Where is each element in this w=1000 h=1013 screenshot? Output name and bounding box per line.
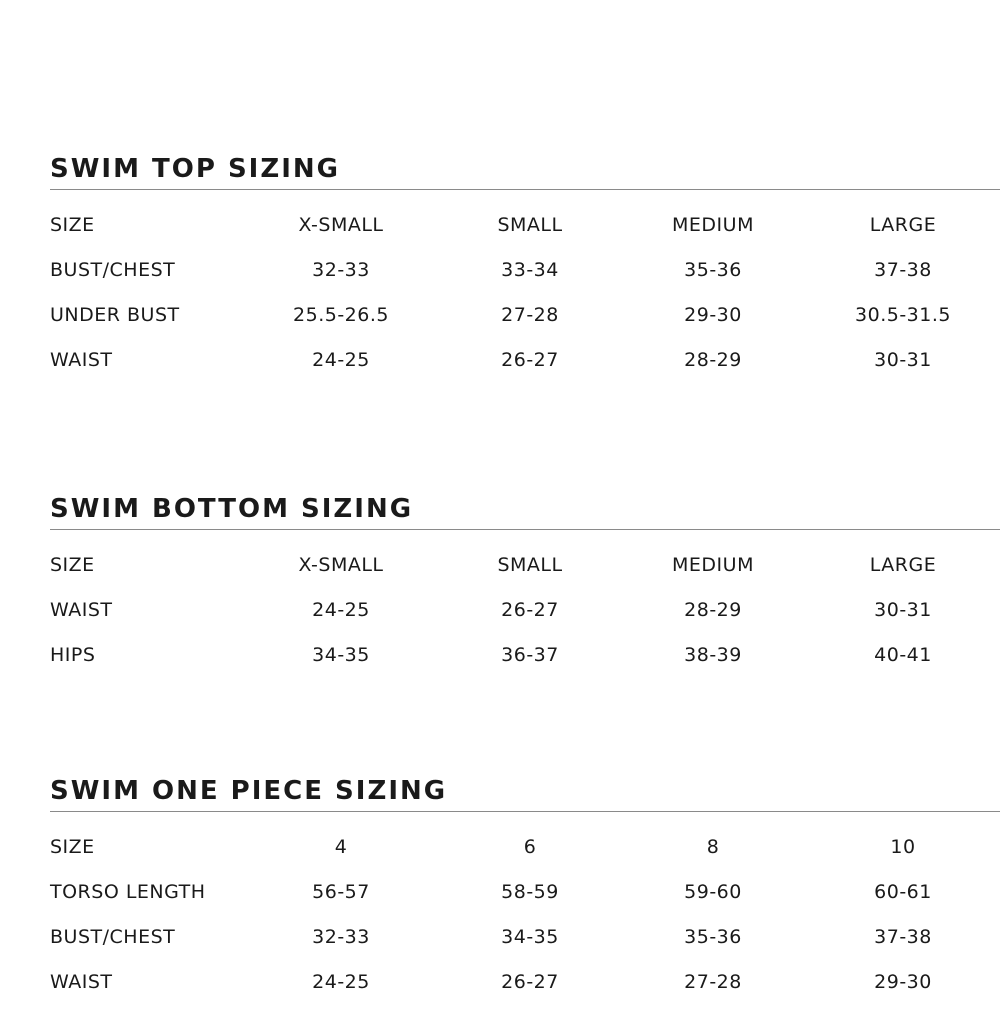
- table-cell: 37-38: [874, 259, 932, 281]
- row-label: SIZE: [50, 554, 95, 576]
- table-cell: 37-38: [874, 926, 932, 948]
- table-row: [0, 256, 1000, 301]
- row-label: BUST/CHEST: [50, 259, 176, 281]
- table-cell: 33-34: [501, 259, 559, 281]
- table-header-row: [0, 833, 1000, 878]
- size-table: [0, 833, 1000, 1013]
- table-cell: 25.5-26.5: [293, 304, 389, 326]
- column-header: LARGE: [869, 214, 937, 236]
- table-cell: 30-31: [874, 349, 932, 371]
- table-row: [0, 641, 1000, 686]
- table-cell: 36-37: [501, 644, 559, 666]
- table-cell: 30-31: [874, 599, 932, 621]
- section-title: SWIM TOP SIZING: [50, 154, 340, 184]
- size-table: [0, 551, 1000, 686]
- column-header: 4: [334, 836, 348, 858]
- table-cell: 27-28: [501, 304, 559, 326]
- section-title: SWIM ONE PIECE SIZING: [50, 776, 448, 806]
- table-row: [0, 301, 1000, 346]
- column-header: X-SMALL: [298, 554, 384, 576]
- table-cell: 56-57: [312, 881, 370, 903]
- section-divider: [50, 811, 1000, 812]
- section-divider: [50, 529, 1000, 530]
- row-label: WAIST: [50, 599, 113, 621]
- table-cell: 58-59: [501, 881, 559, 903]
- table-cell: 38-39: [684, 644, 742, 666]
- table-cell: 29-30: [684, 304, 742, 326]
- table-cell: 30.5-31.5: [855, 304, 951, 326]
- row-label: HIPS: [50, 644, 96, 666]
- column-header: SMALL: [497, 214, 563, 236]
- row-label: SIZE: [50, 214, 95, 236]
- table-cell: 34-35: [312, 644, 370, 666]
- column-header: MEDIUM: [672, 554, 754, 576]
- row-label: UNDER BUST: [50, 304, 180, 326]
- table-cell: 24-25: [312, 599, 370, 621]
- table-row: [0, 878, 1000, 923]
- column-header: 10: [890, 836, 916, 858]
- table-row: [0, 923, 1000, 968]
- table-header-row: [0, 551, 1000, 596]
- table-row: [0, 346, 1000, 391]
- table-cell: 40-41: [874, 644, 932, 666]
- table-cell: 34-35: [501, 926, 559, 948]
- table-row: [0, 596, 1000, 641]
- section-title: SWIM BOTTOM SIZING: [50, 494, 414, 524]
- table-row: [0, 968, 1000, 1013]
- row-label: WAIST: [50, 971, 113, 993]
- table-cell: 59-60: [684, 881, 742, 903]
- table-header-row: [0, 211, 1000, 256]
- table-cell: 35-36: [684, 926, 742, 948]
- column-header: 6: [523, 836, 537, 858]
- table-cell: 24-25: [312, 349, 370, 371]
- column-header: SMALL: [497, 554, 563, 576]
- column-header: 8: [706, 836, 720, 858]
- table-cell: 28-29: [684, 599, 742, 621]
- section-divider: [50, 189, 1000, 190]
- column-header: X-SMALL: [298, 214, 384, 236]
- row-label: TORSO LENGTH: [50, 881, 206, 903]
- table-cell: 28-29: [684, 349, 742, 371]
- table-cell: 26-27: [501, 599, 559, 621]
- size-table: [0, 211, 1000, 391]
- table-cell: 35-36: [684, 259, 742, 281]
- table-cell: 29-30: [874, 971, 932, 993]
- table-cell: 60-61: [874, 881, 932, 903]
- table-cell: 24-25: [312, 971, 370, 993]
- column-header: LARGE: [869, 554, 937, 576]
- row-label: SIZE: [50, 836, 95, 858]
- table-cell: 26-27: [501, 349, 559, 371]
- table-cell: 32-33: [312, 259, 370, 281]
- column-header: MEDIUM: [672, 214, 754, 236]
- row-label: BUST/CHEST: [50, 926, 176, 948]
- row-label: WAIST: [50, 349, 113, 371]
- table-cell: 32-33: [312, 926, 370, 948]
- table-cell: 26-27: [501, 971, 559, 993]
- table-cell: 27-28: [684, 971, 742, 993]
